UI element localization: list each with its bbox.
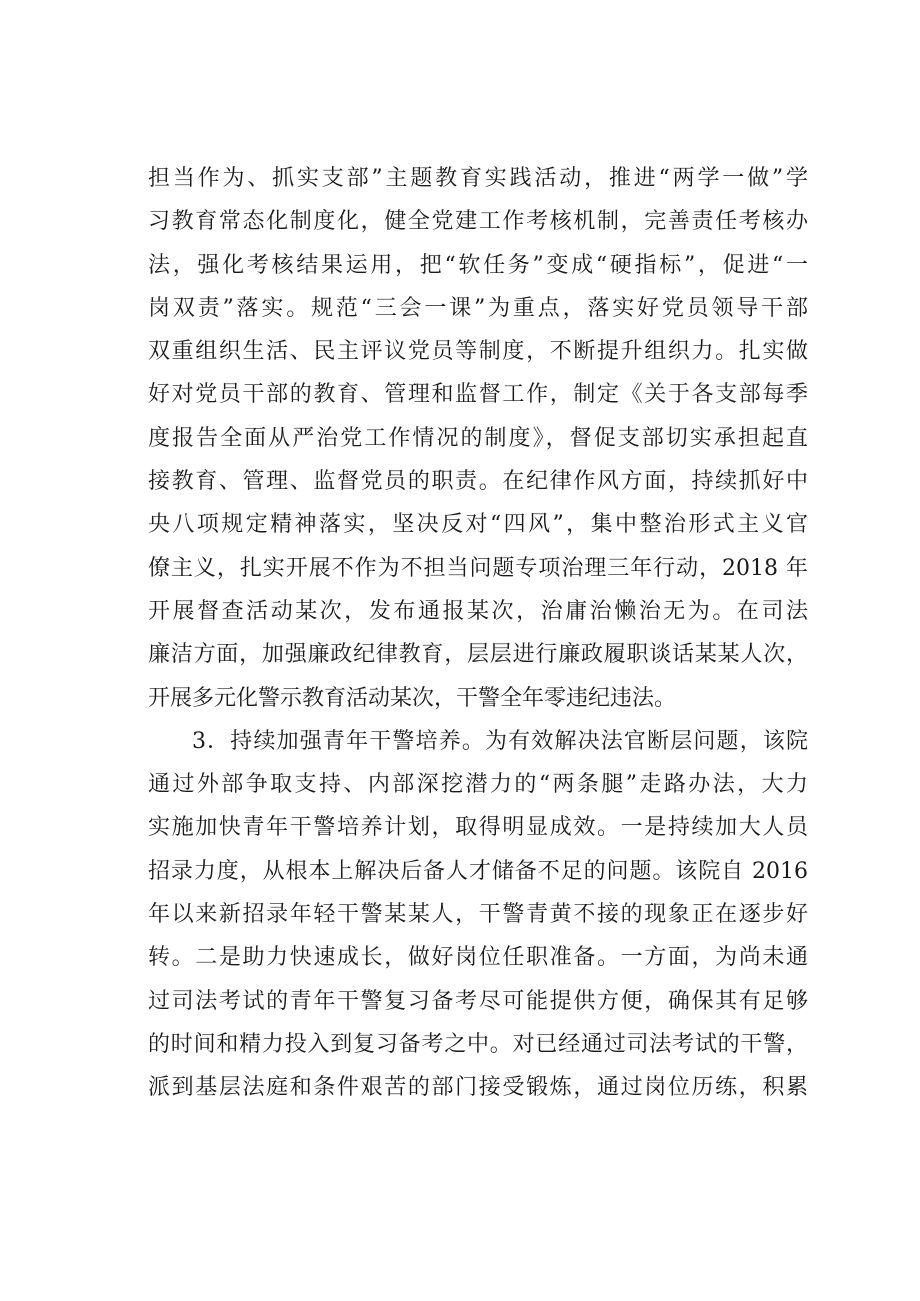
text-line: 好对党员干部的教育、管理和监督工作，制定《关于各支部每季 (148, 382, 808, 408)
text-line: 派到基层法庭和条件艰苦的部门接受锻炼，通过岗位历练，积累 (148, 1075, 808, 1101)
text-line: 岗双责”落实。规范“三会一课”为重点，落实好党员领导干部 (148, 295, 808, 321)
text-line: 年以来新招录年轻干警某某人，干警青黄不接的现象正在逐步好 (148, 902, 808, 928)
text-line: 通过外部争取支持、内部深挖潜力的“两条腿”走路办法，大力 (148, 772, 808, 798)
text-line: 双重组织生活、民主评议党员等制度，不断提升组织力。扎实做 (148, 339, 808, 365)
text-line: 法，强化考核结果运用，把“软任务”变成“硬指标”，促进“一 (148, 252, 808, 278)
text-line: 担当作为、抓实支部”主题教育实践活动，推进“两学一做”学 (148, 166, 808, 191)
text-line: 习教育常态化制度化，健全党建工作考核机制，完善责任考核办 (148, 209, 808, 235)
paragraph (148, 720, 808, 1110)
text-line: 实施加快青年干警培养计划，取得明显成效。一是持续加大人员 (148, 815, 808, 841)
text-line: 3．持续加强青年干警培养。为有效解决法官断层问题，该院 (192, 728, 808, 754)
paragraph (148, 157, 808, 720)
text-line: 廉洁方面，加强廉政纪律教育，层层进行廉政履职谈话某某人次， (148, 642, 808, 668)
text-line: 度报告全面从严治党工作情况的制度》，督促支部切实承担起直 (148, 425, 808, 451)
text-line: 过司法考试的青年干警复习备考尽可能提供方便，确保其有足够 (148, 988, 808, 1014)
text-line: 的时间和精力投入到复习备考之中。对已经通过司法考试的干警， (148, 1031, 808, 1057)
text-line: 开展督查活动某次，发布通报某次，治庸治懒治无为。在司法 (148, 598, 808, 624)
text-line: 开展多元化警示教育活动某次，干警全年零违纪违法。 (148, 685, 677, 711)
text-line: 央八项规定精神落实，坚决反对“四风”，集中整治形式主义官 (148, 512, 808, 538)
document-body (148, 157, 808, 1110)
text-line: 接教育、管理、监督党员的职责。在纪律作风方面，持续抓好中 (148, 469, 808, 495)
text-line: 招录力度，从根本上解决后备人才储备不足的问题。该院自 2016 (148, 858, 808, 884)
text-line: 僚主义，扎实开展不作为不担当问题专项治理三年行动，2018 年 (148, 555, 808, 581)
text-line: 转。二是助力快速成长，做好岗位任职准备。一方面，为尚未通 (148, 945, 808, 971)
